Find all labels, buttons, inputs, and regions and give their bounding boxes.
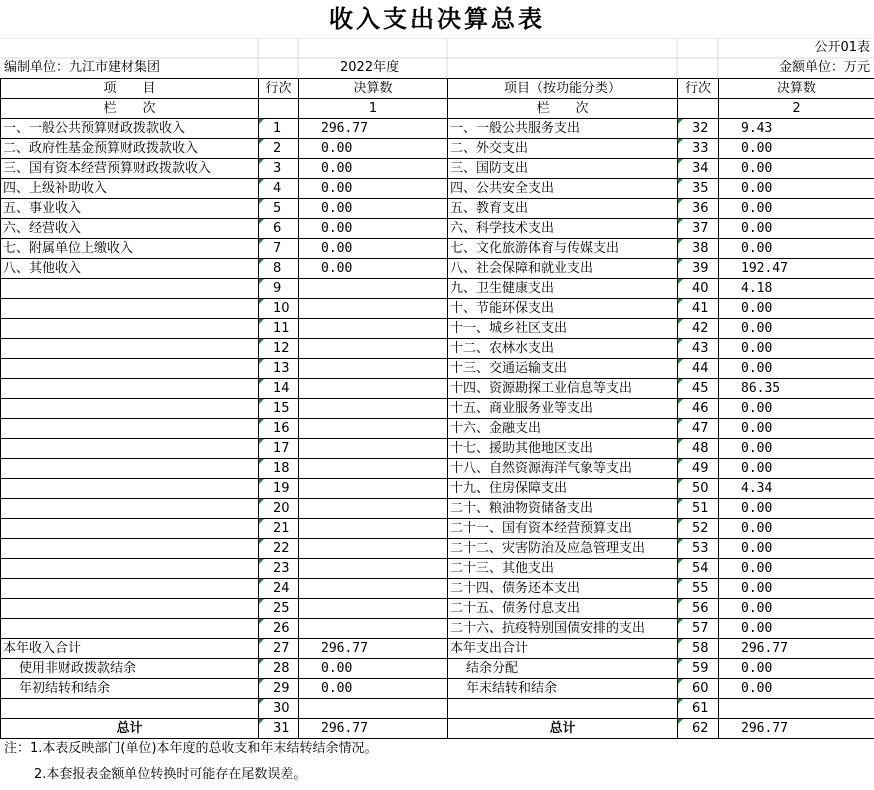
table-row [1,219,874,239]
table-row [1,299,874,319]
table-row [1,639,874,659]
income-amount: 0.00 [299,159,448,179]
table-row [1,239,874,259]
expense-row-no: 45 [678,379,719,399]
income-amount [299,619,448,639]
expense-row-no: 51 [678,499,719,519]
expense-amount: 0.00 [719,579,874,599]
expense-item: 九、卫生健康支出 [448,279,678,299]
table-row [1,339,874,359]
income-amount: 0.00 [299,679,448,699]
expense-row-no: 36 [678,199,719,219]
expense-amount: 0.00 [719,499,874,519]
header-row [1,79,874,99]
table-row [1,679,874,699]
expense-row-no: 60 [678,679,719,699]
table-row [1,659,874,679]
column-index-blank [259,99,299,119]
income-item [1,699,259,719]
table-row [1,359,874,379]
income-amount [299,699,448,719]
expense-item: 十、节能环保支出 [448,299,678,319]
expense-row-no: 39 [678,259,719,279]
table-row [1,439,874,459]
expense-row-no: 32 [678,119,719,139]
expense-amount: 0.00 [719,599,874,619]
expense-amount: 4.18 [719,279,874,299]
expense-item: 十五、商业服务业等支出 [448,399,678,419]
expense-item [448,699,678,719]
header-row-no: 行次 [259,79,299,99]
expense-amount [719,699,874,719]
income-item [1,339,259,359]
expense-item: 二、外交支出 [448,139,678,159]
table-row [1,519,874,539]
income-row-no: 9 [259,279,299,299]
income-amount: 0.00 [299,659,448,679]
income-row-no: 30 [259,699,299,719]
income-item: 三、国有资本经营预算财政拨款收入 [1,159,259,179]
income-amount [299,519,448,539]
expense-item: 二十、粮油物资储备支出 [448,499,678,519]
expense-amount: 9.43 [719,119,874,139]
income-row-no: 8 [259,259,299,279]
table-row [1,539,874,559]
income-row-no: 21 [259,519,299,539]
table-row [1,279,874,299]
income-amount [299,399,448,419]
expense-amount: 0.00 [719,159,874,179]
column-number-left: 1 [299,99,448,119]
form-code: 公开01表 [814,40,870,55]
income-amount [299,359,448,379]
income-row-no: 17 [259,439,299,459]
expense-row-no: 44 [678,359,719,379]
expense-item: 十九、住房保障支出 [448,479,678,499]
income-row-no: 3 [259,159,299,179]
income-row-no: 18 [259,459,299,479]
income-amount [299,539,448,559]
table-row [1,619,874,639]
expense-row-no: 33 [678,139,719,159]
income-row-no: 11 [259,319,299,339]
expense-item: 十一、城乡社区支出 [448,319,678,339]
income-item: 年初结转和结余 [1,679,259,699]
expense-amount: 0.00 [719,179,874,199]
expense-row-no: 49 [678,459,719,479]
income-item [1,359,259,379]
expense-amount: 0.00 [719,679,874,699]
header-row-no-2: 行次 [678,79,719,99]
table-row [1,259,874,279]
column-number-right: 2 [719,99,874,119]
income-row-no: 20 [259,499,299,519]
expense-row-no: 35 [678,179,719,199]
expense-amount: 0.00 [719,199,874,219]
income-item: 六、经营收入 [1,219,259,239]
expense-item: 二十四、债务还本支出 [448,579,678,599]
income-item: 七、附属单位上缴收入 [1,239,259,259]
income-amount: 0.00 [299,219,448,239]
income-item [1,399,259,419]
header-amount: 决算数 [299,79,448,99]
expense-amount: 86.35 [719,379,874,399]
total-income-label: 总计 [1,719,259,739]
expense-item: 二十二、灾害防治及应急管理支出 [448,539,678,559]
expense-row-no: 57 [678,619,719,639]
expense-item: 二十一、国有资本经营预算支出 [448,519,678,539]
expense-item: 十三、交通运输支出 [448,359,678,379]
income-amount [299,299,448,319]
header-amount-2: 决算数 [719,79,874,99]
income-amount [299,279,448,299]
expense-item: 十七、援助其他地区支出 [448,439,678,459]
table-row [1,159,874,179]
expense-amount: 0.00 [719,399,874,419]
expense-item: 十八、自然资源海洋气象等支出 [448,459,678,479]
expense-row-no: 56 [678,599,719,619]
income-amount: 296.77 [299,119,448,139]
expense-item: 十六、金融支出 [448,419,678,439]
expense-row-no: 46 [678,399,719,419]
expense-amount: 0.00 [719,299,874,319]
expense-row-no: 50 [678,479,719,499]
expense-row-no: 34 [678,159,719,179]
expense-row-no: 61 [678,699,719,719]
income-item [1,539,259,559]
expense-item: 年末结转和结余 [448,679,678,699]
income-item [1,479,259,499]
total-row [1,719,874,739]
amount-unit: 金额单位：万元 [778,60,870,75]
expense-item: 二十三、其他支出 [448,559,678,579]
expense-row-no: 41 [678,299,719,319]
expense-item: 八、社会保障和就业支出 [448,259,678,279]
expense-row-no: 54 [678,559,719,579]
income-row-no: 10 [259,299,299,319]
expense-amount: 0.00 [719,559,874,579]
income-item [1,319,259,339]
column-index-blank-2 [678,99,719,119]
income-amount: 0.00 [299,259,448,279]
income-row-no: 25 [259,599,299,619]
income-amount: 0.00 [299,199,448,219]
table-row [1,479,874,499]
total-expense-label: 总计 [448,719,678,739]
table-row [1,399,874,419]
income-amount: 0.00 [299,179,448,199]
income-row-no: 27 [259,639,299,659]
expense-row-no: 43 [678,339,719,359]
expense-amount: 0.00 [719,459,874,479]
table-row [1,559,874,579]
income-item: 二、政府性基金预算财政拨款收入 [1,139,259,159]
income-item [1,379,259,399]
income-amount [299,339,448,359]
expense-row-no: 37 [678,219,719,239]
expense-amount: 0.00 [719,219,874,239]
footnote-1: 注：1.本表反映部门(单位)本年度的总收支和年末结转结余情况。 [4,741,378,756]
income-row-no: 2 [259,139,299,159]
income-item: 五、事业收入 [1,199,259,219]
income-row-no: 12 [259,339,299,359]
expense-item: 本年支出合计 [448,639,678,659]
expense-amount: 0.00 [719,439,874,459]
income-amount [299,579,448,599]
expense-amount: 0.00 [719,659,874,679]
expense-item: 五、教育支出 [448,199,678,219]
expense-amount: 0.00 [719,519,874,539]
expense-row-no: 42 [678,319,719,339]
expense-amount: 4.34 [719,479,874,499]
total-expense-amount: 296.77 [719,719,874,739]
income-amount [299,559,448,579]
income-row-no: 15 [259,399,299,419]
expense-item: 十四、资源勘探工业信息等支出 [448,379,678,399]
table-row [1,459,874,479]
column-label-left: 栏 次 [1,99,259,119]
income-row-no: 5 [259,199,299,219]
income-amount: 296.77 [299,639,448,659]
income-item: 八、其他收入 [1,259,259,279]
income-item [1,619,259,639]
income-item: 使用非财政拨款结余 [1,659,259,679]
summary-table [0,78,874,739]
income-row-no: 24 [259,579,299,599]
income-amount [299,599,448,619]
income-row-no: 16 [259,419,299,439]
expense-row-no: 38 [678,239,719,259]
income-item [1,559,259,579]
income-amount [299,499,448,519]
report-title: 收入支出决算总表 [329,5,545,33]
expense-item: 二十五、债务付息支出 [448,599,678,619]
table-row [1,419,874,439]
income-amount [299,459,448,479]
expense-item: 二十六、抗疫特别国债安排的支出 [448,619,678,639]
expense-amount: 0.00 [719,319,874,339]
expense-item: 结余分配 [448,659,678,679]
table-row [1,119,874,139]
expense-row-no: 47 [678,419,719,439]
header-expense-item: 项目（按功能分类） [448,79,678,99]
income-row-no: 23 [259,559,299,579]
income-amount [299,379,448,399]
income-item: 本年收入合计 [1,639,259,659]
income-item [1,459,259,479]
income-amount [299,419,448,439]
income-row-no: 4 [259,179,299,199]
table-row [1,319,874,339]
expense-amount: 0.00 [719,539,874,559]
expense-item: 十二、农林水支出 [448,339,678,359]
income-item [1,299,259,319]
income-amount [299,479,448,499]
total-income-row-no: 31 [259,719,299,739]
table-row [1,579,874,599]
total-income-amount: 296.77 [299,719,448,739]
expense-amount: 0.00 [719,339,874,359]
expense-row-no: 40 [678,279,719,299]
expense-row-no: 53 [678,539,719,559]
income-item: 一、一般公共预算财政拨款收入 [1,119,259,139]
income-row-no: 6 [259,219,299,239]
income-item [1,519,259,539]
expense-row-no: 55 [678,579,719,599]
table-row [1,599,874,619]
income-item [1,599,259,619]
expense-amount: 192.47 [719,259,874,279]
income-row-no: 14 [259,379,299,399]
income-row-no: 29 [259,679,299,699]
expense-row-no: 52 [678,519,719,539]
compiling-unit: 编制单位：九江市建材集团 [4,60,161,75]
table-row [1,179,874,199]
footnote-2: 2.本套报表金额单位转换时可能存在尾数误差。 [34,767,307,782]
expense-item: 六、科学技术支出 [448,219,678,239]
column-label-right: 栏 次 [448,99,678,119]
income-row-no: 26 [259,619,299,639]
income-item: 四、上级补助收入 [1,179,259,199]
header-income-item: 项 目 [1,79,259,99]
expense-amount: 0.00 [719,239,874,259]
income-row-no: 7 [259,239,299,259]
income-item [1,499,259,519]
income-item [1,279,259,299]
income-amount [299,439,448,459]
expense-amount: 296.77 [719,639,874,659]
expense-item: 七、文化旅游体育与传媒支出 [448,239,678,259]
income-item [1,579,259,599]
expense-amount: 0.00 [719,619,874,639]
expense-amount: 0.00 [719,419,874,439]
expense-item: 三、国防支出 [448,159,678,179]
table-row [1,499,874,519]
total-expense-row-no: 62 [678,719,719,739]
income-item [1,439,259,459]
expense-amount: 0.00 [719,139,874,159]
column-index-row [1,99,874,119]
expense-row-no: 59 [678,659,719,679]
expense-amount: 0.00 [719,359,874,379]
expense-item: 四、公共安全支出 [448,179,678,199]
table-row [1,199,874,219]
expense-row-no: 48 [678,439,719,459]
income-amount: 0.00 [299,239,448,259]
table-row [1,699,874,719]
expense-row-no: 58 [678,639,719,659]
income-amount [299,319,448,339]
income-amount: 0.00 [299,139,448,159]
income-row-no: 28 [259,659,299,679]
table-row [1,379,874,399]
table-row [1,139,874,159]
income-row-no: 13 [259,359,299,379]
income-row-no: 19 [259,479,299,499]
expense-item: 一、一般公共服务支出 [448,119,678,139]
income-item [1,419,259,439]
income-row-no: 1 [259,119,299,139]
report-year: 2022年度 [340,60,400,75]
income-row-no: 22 [259,539,299,559]
